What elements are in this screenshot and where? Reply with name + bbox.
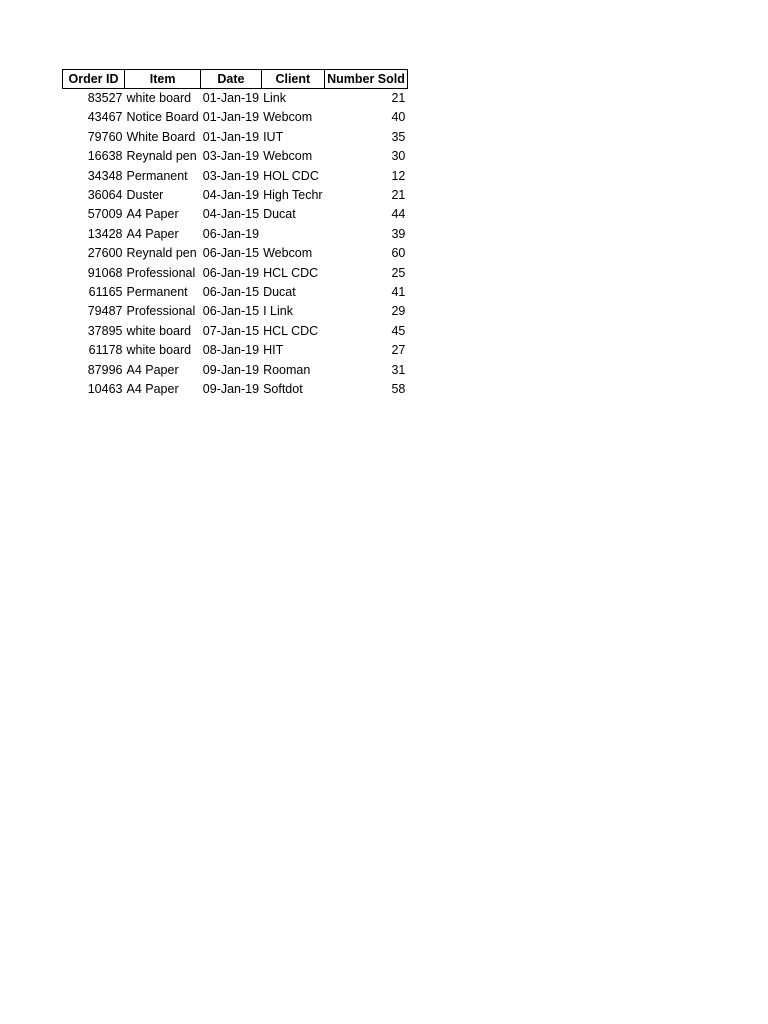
cell-order-id[interactable]: 91068 bbox=[87, 265, 123, 280]
cell-number-sold[interactable]: 39 bbox=[391, 226, 406, 241]
cell-date[interactable]: 06-Jan-19 bbox=[202, 226, 260, 241]
header-order-id[interactable]: Order ID bbox=[63, 70, 125, 89]
cell-item[interactable]: white board bbox=[126, 323, 192, 338]
cell-date[interactable]: 06-Jan-15 bbox=[202, 285, 260, 300]
header-number-sold[interactable]: Number Sold bbox=[325, 70, 408, 89]
cell-order-id[interactable]: 61178 bbox=[88, 343, 123, 358]
cell-item[interactable]: white board bbox=[126, 343, 192, 358]
cell-order-id[interactable]: 10463 bbox=[87, 382, 123, 397]
cell-client[interactable]: HCL CDC bbox=[263, 265, 319, 280]
cell-item[interactable]: Professional bbox=[126, 304, 196, 319]
cell-item[interactable]: Notice Board bbox=[126, 110, 199, 125]
header-date[interactable]: Date bbox=[201, 70, 261, 89]
cell-item[interactable]: A4 Paper bbox=[126, 362, 179, 377]
cell-item[interactable]: white board bbox=[126, 91, 192, 105]
table-row bbox=[63, 264, 408, 283]
cell-number-sold[interactable]: 21 bbox=[391, 188, 406, 203]
cell-item[interactable]: A4 Paper bbox=[126, 382, 179, 397]
cell-client[interactable]: HIT bbox=[263, 343, 284, 358]
table-row bbox=[63, 322, 408, 341]
cell-order-id[interactable]: 13428 bbox=[87, 226, 123, 241]
cell-order-id[interactable]: 43467 bbox=[87, 110, 123, 125]
cell-number-sold[interactable]: 31 bbox=[391, 362, 406, 377]
table-row bbox=[63, 128, 408, 147]
cell-client[interactable]: Webcom bbox=[263, 110, 313, 125]
cell-number-sold[interactable]: 44 bbox=[391, 207, 406, 222]
cell-date[interactable]: 06-Jan-15 bbox=[202, 304, 260, 319]
cell-item[interactable]: A4 Paper bbox=[126, 207, 179, 222]
cell-client[interactable]: Softdot bbox=[263, 382, 303, 397]
cell-client[interactable]: Link bbox=[263, 91, 286, 105]
cell-item[interactable]: A4 Paper bbox=[126, 226, 179, 241]
table-row bbox=[63, 147, 408, 166]
cell-number-sold[interactable]: 12 bbox=[391, 168, 406, 183]
cell-number-sold[interactable]: 29 bbox=[391, 304, 406, 319]
cell-date[interactable]: 04-Jan-19 bbox=[202, 188, 260, 203]
cell-date[interactable]: 07-Jan-15 bbox=[202, 323, 260, 338]
cell-order-id[interactable]: 79487 bbox=[87, 304, 123, 319]
cell-item[interactable]: Reynald pen bbox=[126, 246, 197, 261]
cell-number-sold[interactable]: 60 bbox=[391, 246, 406, 261]
cell-date[interactable]: 01-Jan-19 bbox=[202, 91, 260, 105]
cell-number-sold[interactable]: 27 bbox=[391, 343, 406, 358]
cell-date[interactable]: 06-Jan-15 bbox=[202, 246, 260, 261]
cell-client[interactable]: I Link bbox=[263, 304, 293, 319]
cell-order-id[interactable]: 79760 bbox=[87, 129, 123, 144]
cell-item[interactable]: Duster bbox=[126, 188, 164, 203]
cell-order-id[interactable]: 27600 bbox=[87, 246, 123, 261]
table-row bbox=[63, 244, 408, 263]
cell-date[interactable]: 06-Jan-19 bbox=[202, 265, 260, 280]
cell-number-sold[interactable]: 58 bbox=[391, 382, 406, 397]
cell-client[interactable]: HOL CDC bbox=[263, 168, 319, 183]
header-row bbox=[63, 70, 408, 89]
cell-client[interactable]: Ducat bbox=[263, 285, 296, 300]
table-row bbox=[63, 225, 408, 244]
cell-order-id[interactable]: 83527 bbox=[87, 91, 123, 105]
table-row bbox=[63, 89, 408, 109]
table-row bbox=[63, 283, 408, 302]
cell-number-sold[interactable]: 25 bbox=[391, 265, 406, 280]
cell-item[interactable]: White Board bbox=[126, 129, 196, 144]
cell-date[interactable]: 03-Jan-19 bbox=[202, 168, 260, 183]
cell-number-sold[interactable]: 21 bbox=[391, 91, 406, 105]
cell-order-id[interactable]: 87996 bbox=[87, 362, 123, 377]
cell-date[interactable]: 09-Jan-19 bbox=[202, 362, 260, 377]
header-client[interactable]: Client bbox=[261, 70, 325, 89]
cell-client[interactable]: HCL CDC bbox=[263, 323, 319, 338]
cell-item[interactable]: Reynald pen bbox=[126, 149, 197, 164]
cell-client[interactable]: Webcom bbox=[263, 246, 313, 261]
cell-date[interactable]: 01-Jan-19 bbox=[202, 110, 260, 125]
table-row bbox=[63, 361, 408, 380]
table-row bbox=[63, 167, 408, 186]
cell-date[interactable]: 04-Jan-15 bbox=[202, 207, 260, 222]
cell-number-sold[interactable]: 30 bbox=[391, 149, 406, 164]
spreadsheet-sheet bbox=[62, 69, 408, 400]
cell-order-id[interactable]: 34348 bbox=[87, 168, 123, 183]
cell-client[interactable]: High Techr bbox=[263, 188, 323, 203]
cell-order-id[interactable]: 36064 bbox=[87, 188, 123, 203]
cell-number-sold[interactable]: 35 bbox=[391, 129, 406, 144]
cell-order-id[interactable]: 61165 bbox=[88, 285, 123, 300]
cell-item[interactable]: Permanent bbox=[126, 285, 188, 300]
cell-date[interactable]: 08-Jan-19 bbox=[202, 343, 260, 358]
table-row bbox=[63, 108, 408, 127]
cell-client[interactable]: Rooman bbox=[263, 362, 311, 377]
table-row bbox=[63, 380, 408, 399]
cell-client[interactable]: Webcom bbox=[263, 149, 313, 164]
table-row bbox=[63, 205, 408, 224]
cell-item[interactable]: Permanent bbox=[126, 168, 188, 183]
cell-date[interactable]: 01-Jan-19 bbox=[202, 129, 260, 144]
cell-date[interactable]: 09-Jan-19 bbox=[202, 382, 260, 397]
cell-order-id[interactable]: 37895 bbox=[87, 323, 123, 338]
cell-order-id[interactable]: 16638 bbox=[87, 149, 123, 164]
table-row bbox=[63, 341, 408, 360]
cell-number-sold[interactable]: 41 bbox=[391, 285, 406, 300]
cell-client[interactable]: IUT bbox=[263, 129, 284, 144]
cell-number-sold[interactable]: 45 bbox=[391, 323, 406, 338]
cell-item[interactable]: Professional bbox=[126, 265, 196, 280]
header-item[interactable]: Item bbox=[125, 70, 201, 89]
cell-client[interactable]: Ducat bbox=[263, 207, 296, 222]
orders-table bbox=[62, 69, 408, 400]
table-row bbox=[63, 186, 408, 205]
table-row bbox=[63, 302, 408, 321]
table-body bbox=[63, 89, 408, 400]
cell-date[interactable]: 03-Jan-19 bbox=[202, 149, 260, 164]
cell-client[interactable] bbox=[261, 225, 325, 244]
cell-order-id[interactable]: 57009 bbox=[87, 207, 123, 222]
cell-number-sold[interactable]: 40 bbox=[391, 110, 406, 125]
